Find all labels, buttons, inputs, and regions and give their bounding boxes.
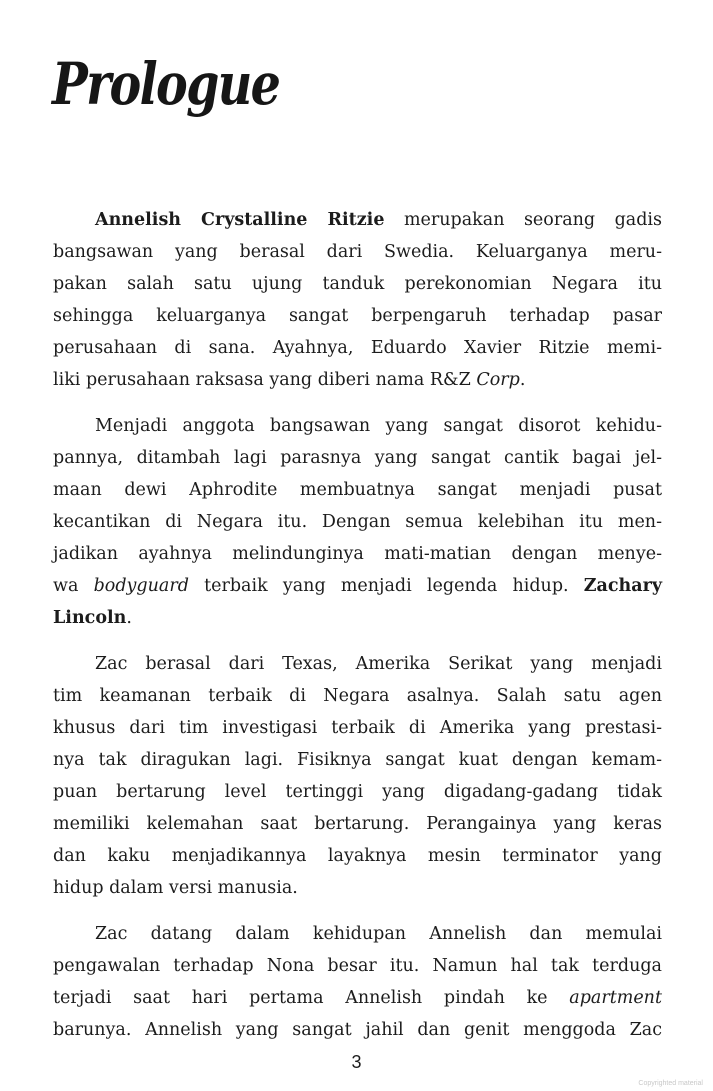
- text-line: [53, 776, 662, 808]
- text-line: [53, 506, 662, 538]
- text-line: [53, 570, 662, 602]
- body-text: [53, 204, 662, 1060]
- paragraph: [53, 918, 662, 1046]
- text-line: [53, 982, 662, 1014]
- text-line: [53, 744, 662, 776]
- bold-text: Annelish Crystalline Ritzie: [95, 210, 385, 230]
- text-line: [53, 808, 662, 840]
- text-run: bangsawan yang berasal dari Swedia. Keluarganya meru-: [53, 242, 662, 262]
- text-line: [53, 680, 662, 712]
- text-run: terjadi saat hari pertama Annelish pindah ke: [53, 988, 570, 1008]
- text-run: Zac datang dalam kehidupan Annelish dan memulai: [95, 924, 662, 944]
- text-run: hidup dalam versi manusia.: [53, 878, 298, 898]
- text-run: sehingga keluarganya sangat berpengaruh terhadap pasar: [53, 306, 662, 326]
- paragraph: [53, 648, 662, 904]
- text-run: barunya. Annelish yang sangat jahil dan genit menggoda Zac: [53, 1020, 662, 1040]
- text-line: [53, 364, 662, 396]
- copyright-watermark: Copyrighted material: [638, 1080, 703, 1087]
- text-run: pakan salah satu ujung tanduk perekonomian Negara itu: [53, 274, 662, 294]
- text-run: pannya, ditambah lagi parasnya yang sangat cantik bagai jel-: [53, 448, 662, 468]
- text-run: .: [126, 608, 132, 628]
- text-run: .: [519, 370, 526, 390]
- paragraph: [53, 410, 662, 634]
- text-line: [53, 474, 662, 506]
- text-line: [53, 840, 662, 872]
- text-run: maan dewi Aphrodite membuatnya sangat menjadi pusat: [53, 480, 662, 500]
- paragraph: [53, 204, 662, 396]
- italic-text: apartment: [569, 988, 662, 1008]
- text-run: Zac berasal dari Texas, Amerika Serikat yang menjadi: [95, 654, 662, 674]
- text-line: [53, 410, 662, 442]
- text-run: pengawalan terhadap Nona besar itu. Namun hal tak terduga: [53, 956, 662, 976]
- text-line: [53, 332, 662, 364]
- text-run: wa: [53, 576, 94, 596]
- text-run: perusahaan di sana. Ayahnya, Eduardo Xavier Ritzie memi-: [53, 338, 662, 358]
- text-run: liki perusahaan raksasa yang diberi nama R&Z: [53, 370, 477, 390]
- text-line: [53, 442, 662, 474]
- text-line: [53, 602, 662, 634]
- text-run: Menjadi anggota bangsawan yang sangat disorot kehidu-: [95, 416, 662, 436]
- text-line: [53, 236, 662, 268]
- text-run: dan kaku menjadikannya layaknya mesin terminator yang: [53, 846, 662, 866]
- text-run: jadikan ayahnya melindunginya mati-matian dengan menye-: [53, 544, 662, 564]
- text-line: [53, 872, 662, 904]
- text-line: [53, 950, 662, 982]
- text-line: [53, 918, 662, 950]
- text-run: terbaik yang menjadi legenda hidup.: [188, 576, 584, 596]
- text-run: memiliki kelemahan saat bertarung. Perangainya yang keras: [53, 814, 662, 834]
- text-line: [53, 1014, 662, 1046]
- text-run: khusus dari tim investigasi terbaik di Amerika yang prestasi-: [53, 718, 662, 738]
- bold-text: Lincoln: [53, 608, 127, 628]
- text-line: [53, 268, 662, 300]
- text-line: [53, 300, 662, 332]
- page-number: 3: [351, 1052, 362, 1072]
- chapter-title: Prologue: [52, 50, 280, 118]
- bold-text: Zachary: [583, 576, 662, 596]
- text-line: [53, 538, 662, 570]
- text-line: [53, 204, 662, 236]
- text-run: puan bertarung level tertinggi yang digadang-gadang tidak: [53, 782, 662, 802]
- text-run: tim keamanan terbaik di Negara asalnya. Salah satu agen: [53, 686, 662, 706]
- italic-text: bodyguard: [93, 576, 189, 596]
- text-run: kecantikan di Negara itu. Dengan semua kelebihan itu men-: [53, 512, 662, 532]
- text-line: [53, 712, 662, 744]
- text-run: nya tak diragukan lagi. Fisiknya sangat kuat dengan kemam-: [53, 750, 662, 770]
- text-run: merupakan seorang gadis: [384, 210, 662, 230]
- italic-text: Corp: [476, 370, 520, 390]
- text-line: [53, 648, 662, 680]
